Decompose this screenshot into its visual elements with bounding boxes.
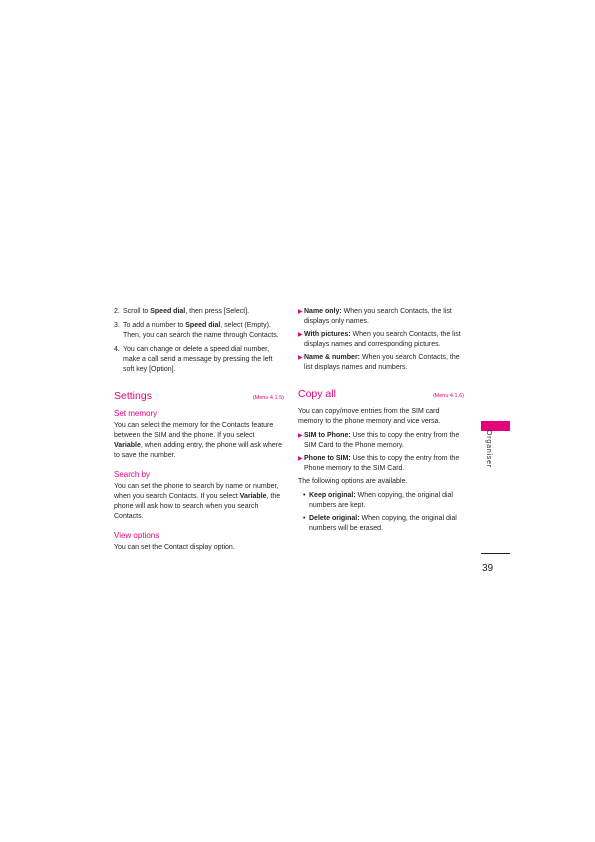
- step-4: [114, 345, 284, 375]
- view-item-name-number: [298, 353, 464, 373]
- settings-menu-ref: (Menu 4.1.5): [252, 395, 284, 401]
- bullet-icon: •: [303, 492, 306, 499]
- copy-item-body: Use this to copy the entry from the Phone memory to the SIM Card.: [304, 455, 460, 472]
- copy-item-body: Use this to copy the entry from the SIM Card to the Phone memory.: [304, 432, 460, 449]
- view-item-body: When you search Contacts, the list displays names and numbers.: [304, 354, 460, 371]
- page-number: 39: [482, 563, 494, 574]
- option-keep-original: [303, 491, 464, 511]
- search-by-text: [114, 482, 284, 522]
- view-item-text: [304, 353, 464, 373]
- view-item-name-only: [298, 307, 464, 327]
- step-text-bold: Speed dial: [185, 322, 221, 329]
- copy-item-sim-to-phone: [298, 431, 464, 451]
- text-bold: Variable: [239, 493, 267, 500]
- view-options-text: You can set the Contact display option.: [114, 544, 235, 551]
- step-text-post: , then press [Select].: [185, 308, 250, 315]
- set-memory-title: Set memory: [114, 409, 158, 418]
- option-body: When copying, the original dial numbers will be erased.: [309, 515, 457, 532]
- text-pre: You can set the phone to search by name or number, when you search Contacts. If you select: [114, 483, 279, 500]
- view-item-body: When you search Contacts, the list displays only names.: [304, 308, 452, 325]
- step-number: 3.: [114, 322, 120, 329]
- arrow-icon: ▶: [298, 433, 303, 439]
- copy-item-text: [304, 454, 464, 474]
- search-by-title: Search by: [114, 470, 151, 479]
- view-item-text: [304, 330, 464, 350]
- step-3: [114, 321, 284, 341]
- option-delete-original: [303, 514, 464, 534]
- text-post: , the phone will ask how to search when you search Contacts.: [114, 493, 281, 520]
- option-text: [309, 491, 464, 511]
- step-number: 4.: [114, 346, 120, 353]
- text-bold: Variable: [114, 442, 141, 449]
- step-text: [123, 307, 284, 317]
- option-bold: Delete original:: [309, 515, 360, 522]
- option-bold: Keep original:: [309, 492, 356, 499]
- section-tab-label: Organiser: [485, 430, 492, 468]
- text-post: , when adding entry, the phone will ask where to save the number.: [114, 442, 282, 459]
- view-options-title: View options: [114, 531, 160, 540]
- step-text-pre: Scroll to: [123, 308, 151, 315]
- copy-item-text: [304, 431, 464, 451]
- step-text-pre: To add a number to: [123, 322, 186, 329]
- option-text: [309, 514, 464, 534]
- copy-item-bold: SIM to Phone:: [304, 432, 351, 439]
- step-text: [123, 321, 284, 341]
- arrow-icon: ▶: [298, 355, 303, 361]
- settings-heading: [114, 391, 284, 403]
- copy-all-menu-ref: (Menu 4.1.6): [432, 393, 464, 399]
- view-item-text: [304, 307, 464, 327]
- arrow-icon: ▶: [298, 456, 303, 462]
- set-memory-text: [114, 421, 284, 461]
- view-item-bold: With pictures:: [304, 331, 351, 338]
- copy-all-heading: [298, 389, 464, 401]
- step-text-bold: Speed dial: [150, 308, 186, 315]
- copy-item-bold: Phone to SIM:: [304, 455, 351, 462]
- view-item-bold: Name only:: [304, 308, 342, 315]
- step-text: You can change or delete a speed dial number, make a call send a message by pressing the left soft key [Option].: [123, 346, 273, 373]
- step-number: 2.: [114, 308, 120, 315]
- settings-title: Settings: [114, 390, 152, 402]
- bullet-icon: •: [303, 515, 306, 522]
- view-item-with-pictures: [298, 330, 464, 350]
- options-intro: The following options are available.: [298, 478, 408, 485]
- step-2: [114, 307, 284, 317]
- copy-item-phone-to-sim: [298, 454, 464, 474]
- arrow-icon: ▶: [298, 332, 303, 338]
- text-pre: You can select the memory for the Contacts feature between the SIM and the phone. If you select: [114, 422, 274, 439]
- view-item-bold: Name & number:: [304, 354, 361, 361]
- view-item-body: When you search Contacts, the list displays names and corresponding pictures.: [304, 331, 461, 348]
- step-text-post: , select (Empty). Then, you can search the name through Contacts.: [123, 322, 279, 339]
- copy-all-title: Copy all: [298, 388, 336, 400]
- option-body: When copying, the original dial numbers are kept.: [309, 492, 453, 509]
- arrow-icon: ▶: [298, 309, 303, 315]
- page-number-rule: [481, 553, 510, 554]
- right-column: [298, 307, 464, 537]
- copy-all-intro: You can copy/move entries from the SIM card memory to the phone memory and vice versa.: [298, 408, 441, 425]
- left-column: [114, 307, 284, 557]
